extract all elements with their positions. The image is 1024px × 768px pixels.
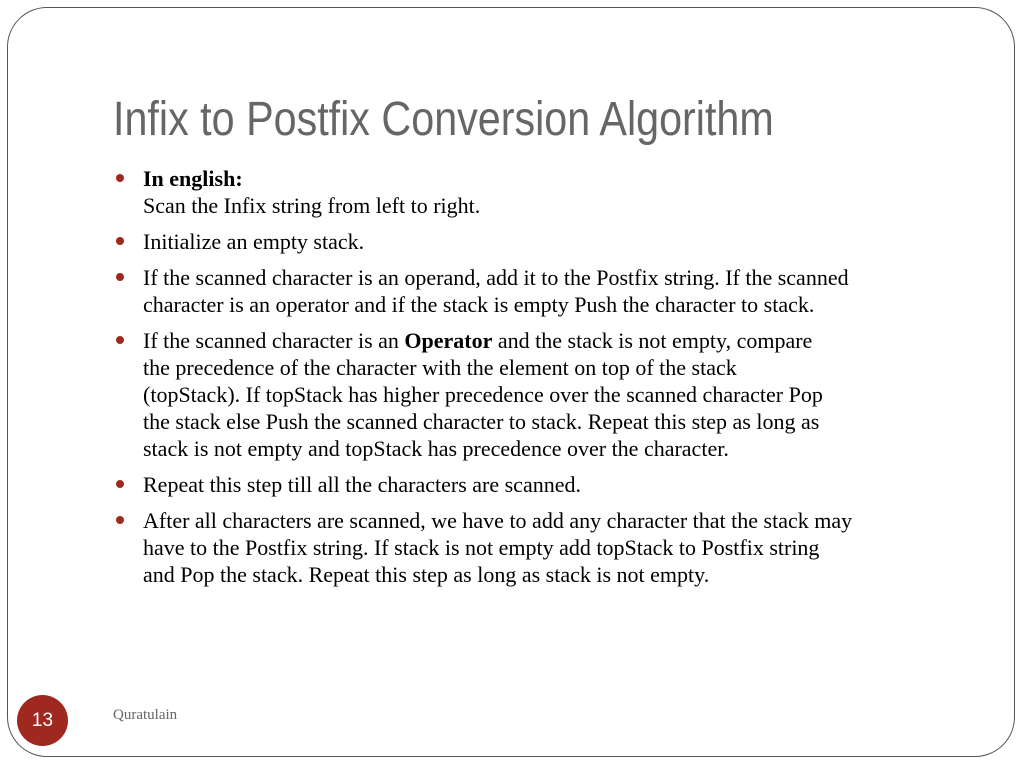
bullet-text: Scan the Infix string from left to right. [143, 193, 481, 218]
bullet-list [143, 165, 983, 597]
text-pre: If the scanned character is an [143, 328, 405, 353]
bullet-text: Initialize an empty stack. [143, 229, 365, 254]
bullet-text: character is an operator and if the stack is empty Push the character to stack. [143, 292, 815, 317]
bullet-item [143, 471, 983, 498]
bullet-item [143, 327, 983, 462]
bullet-item [143, 507, 983, 588]
footer-author: Quratulain [113, 707, 178, 723]
bullet-text: the precedence of the character with the element on top of the stack [143, 355, 737, 380]
text-bold-operator: Operator [404, 328, 493, 353]
bullet-text: stack is not empty and topStack has precedence over the character. [143, 436, 729, 461]
bullet-text [143, 327, 983, 354]
slide-number-badge: 13 [17, 695, 68, 746]
text-post: and the stack is not empty, compare [492, 328, 813, 353]
bullet-text: Repeat this step till all the characters are scanned. [143, 472, 581, 497]
bullet-item [143, 228, 983, 255]
bullet-text: have to the Postfix string. If stack is not empty add topStack to Postfix string [143, 535, 820, 560]
bullet-text: After all characters are scanned, we have to add any character that the stack may [143, 508, 853, 533]
bullet-item [143, 165, 983, 219]
bullet-text: the stack else Push the scanned character to stack. Repeat this step as long as [143, 409, 820, 434]
bullet-item [143, 264, 983, 318]
bullet-text: and Pop the stack. Repeat this step as long as stack is not empty. [143, 562, 710, 587]
bullet-text: (topStack). If topStack has higher precedence over the scanned character Pop [143, 382, 823, 407]
slide-title: Infix to Postfix Conversion Algorithm [113, 93, 774, 146]
bullet-text: If the scanned character is an operand, add it to the Postfix string. If the scanned [143, 265, 849, 290]
bullet-heading: In english: [143, 166, 243, 191]
